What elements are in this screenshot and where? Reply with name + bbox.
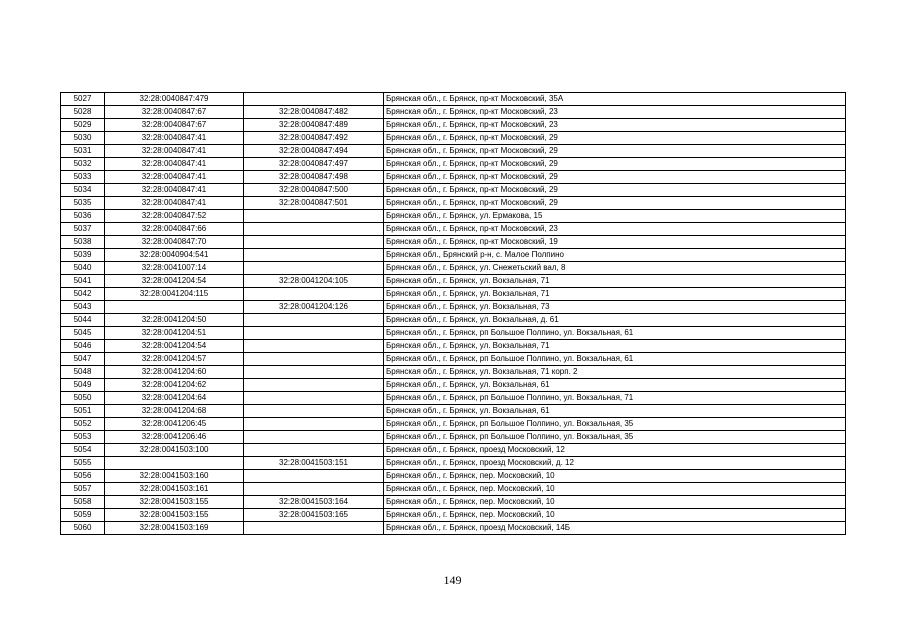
cadastral-number-cell: 32:28:0041204:60 [105, 366, 244, 379]
premises-number-cell: 32:28:0041503:165 [244, 509, 384, 522]
premises-number-cell [244, 392, 384, 405]
premises-number-cell: 32:28:0040847:498 [244, 171, 384, 184]
row-number-cell: 5041 [61, 275, 105, 288]
table-row [61, 132, 846, 145]
table-row [61, 223, 846, 236]
address-cell: Брянская обл., г. Брянск, пр-кт Московский, 35А [384, 93, 846, 106]
row-number-cell: 5051 [61, 405, 105, 418]
address-cell: Брянская обл., г. Брянск, ул. Вокзальная, 61 [384, 379, 846, 392]
row-number-cell: 5036 [61, 210, 105, 223]
premises-number-cell [244, 379, 384, 392]
row-number-cell: 5047 [61, 353, 105, 366]
table-row [61, 340, 846, 353]
row-number-cell: 5040 [61, 262, 105, 275]
row-number-cell: 5048 [61, 366, 105, 379]
cadastral-number-cell: 32:28:0040847:479 [105, 93, 244, 106]
premises-number-cell: 32:28:0040847:501 [244, 197, 384, 210]
address-cell: Брянская обл., г. Брянск, проезд Московский, 14Б [384, 522, 846, 535]
row-number-cell: 5042 [61, 288, 105, 301]
table-row [61, 210, 846, 223]
premises-number-cell: 32:28:0040847:492 [244, 132, 384, 145]
premises-number-cell [244, 470, 384, 483]
row-number-cell: 5044 [61, 314, 105, 327]
cadastral-number-cell: 32:28:0041503:155 [105, 509, 244, 522]
cadastral-number-cell: 32:28:0040847:41 [105, 184, 244, 197]
cadastral-number-cell: 32:28:0041204:51 [105, 327, 244, 340]
address-cell: Брянская обл., г. Брянск, пр-кт Московский, 23 [384, 119, 846, 132]
premises-number-cell [244, 93, 384, 106]
cadastral-number-cell: 32:28:0041204:50 [105, 314, 244, 327]
cadastral-number-cell: 32:28:0041204:54 [105, 275, 244, 288]
premises-number-cell [244, 366, 384, 379]
premises-number-cell [244, 210, 384, 223]
address-cell: Брянская обл., г. Брянск, пр-кт Московский, 29 [384, 145, 846, 158]
row-number-cell: 5027 [61, 93, 105, 106]
row-number-cell: 5049 [61, 379, 105, 392]
cadastral-number-cell: 32:28:0040847:41 [105, 132, 244, 145]
table-row [61, 379, 846, 392]
cadastral-number-cell: 32:28:0041204:57 [105, 353, 244, 366]
cadastral-number-cell: 32:28:0041204:54 [105, 340, 244, 353]
address-cell: Брянская обл., г. Брянск, ул. Вокзальная, 61 [384, 405, 846, 418]
premises-number-cell [244, 262, 384, 275]
address-cell: Брянская обл., г. Брянск, ул. Ермакова, 15 [384, 210, 846, 223]
table-row [61, 197, 846, 210]
address-cell: Брянская обл., г. Брянск, пр-кт Московский, 29 [384, 171, 846, 184]
table-row [61, 145, 846, 158]
row-number-cell: 5054 [61, 444, 105, 457]
row-number-cell: 5033 [61, 171, 105, 184]
address-cell: Брянская обл., г. Брянск, ул. Вокзальная, 71 [384, 340, 846, 353]
table-row [61, 106, 846, 119]
premises-number-cell: 32:28:0040847:482 [244, 106, 384, 119]
row-number-cell: 5045 [61, 327, 105, 340]
cadastral-number-cell: 32:28:0040847:67 [105, 106, 244, 119]
cadastral-number-cell: 32:28:0041204:68 [105, 405, 244, 418]
table-row [61, 431, 846, 444]
premises-number-cell: 32:28:0041503:164 [244, 496, 384, 509]
address-cell: Брянская обл., г. Брянск, пр-кт Московский, 29 [384, 158, 846, 171]
address-cell: Брянская обл., г. Брянск, пр-кт Московский, 29 [384, 197, 846, 210]
table-row [61, 457, 846, 470]
table-row [61, 483, 846, 496]
table-row [61, 496, 846, 509]
address-cell: Брянская обл., г. Брянск, рп Большое Полпино, ул. Вокзальная, 35 [384, 431, 846, 444]
row-number-cell: 5056 [61, 470, 105, 483]
row-number-cell: 5055 [61, 457, 105, 470]
address-cell: Брянская обл., г. Брянск, пер. Московский, 10 [384, 470, 846, 483]
cadastral-number-cell: 32:28:0041503:100 [105, 444, 244, 457]
table-row [61, 262, 846, 275]
address-cell: Брянская обл., г. Брянск, ул. Вокзальная, д. 61 [384, 314, 846, 327]
registry-table-body [61, 93, 846, 535]
premises-number-cell: 32:28:0041204:126 [244, 301, 384, 314]
premises-number-cell: 32:28:0040847:489 [244, 119, 384, 132]
premises-number-cell [244, 236, 384, 249]
table-row [61, 171, 846, 184]
table-row [61, 405, 846, 418]
premises-number-cell [244, 288, 384, 301]
table-row [61, 158, 846, 171]
cadastral-number-cell [105, 301, 244, 314]
premises-number-cell [244, 522, 384, 535]
row-number-cell: 5057 [61, 483, 105, 496]
address-cell: Брянская обл., г. Брянск, пр-кт Московский, 19 [384, 236, 846, 249]
row-number-cell: 5059 [61, 509, 105, 522]
premises-number-cell [244, 353, 384, 366]
cadastral-number-cell: 32:28:0041503:169 [105, 522, 244, 535]
row-number-cell: 5037 [61, 223, 105, 236]
table-row [61, 392, 846, 405]
address-cell: Брянская обл., г. Брянск, ул. Вокзальная, 71 [384, 288, 846, 301]
address-cell: Брянская обл., г. Брянск, ул. Вокзальная, 71 [384, 275, 846, 288]
table-row [61, 327, 846, 340]
row-number-cell: 5034 [61, 184, 105, 197]
address-cell: Брянская обл., г. Брянск, пр-кт Московский, 23 [384, 223, 846, 236]
premises-number-cell: 32:28:0041503:151 [244, 457, 384, 470]
table-row [61, 314, 846, 327]
address-cell: Брянская обл., г. Брянск, пр-кт Московский, 29 [384, 184, 846, 197]
address-cell: Брянская обл., г. Брянск, проезд Московский, д. 12 [384, 457, 846, 470]
cadastral-number-cell: 32:28:0040847:41 [105, 197, 244, 210]
row-number-cell: 5050 [61, 392, 105, 405]
cadastral-number-cell: 32:28:0040847:41 [105, 171, 244, 184]
premises-number-cell [244, 483, 384, 496]
cadastral-number-cell: 32:28:0040904:541 [105, 249, 244, 262]
row-number-cell: 5039 [61, 249, 105, 262]
table-row [61, 509, 846, 522]
address-cell: Брянская обл., г. Брянск, пер. Московский, 10 [384, 509, 846, 522]
registry-table [60, 92, 846, 535]
row-number-cell: 5029 [61, 119, 105, 132]
row-number-cell: 5043 [61, 301, 105, 314]
address-cell: Брянская обл., г. Брянск, пр-кт Московский, 23 [384, 106, 846, 119]
cadastral-number-cell: 32:28:0040847:52 [105, 210, 244, 223]
cadastral-number-cell: 32:28:0040847:70 [105, 236, 244, 249]
address-cell: Брянская обл., г. Брянск, ул. Снежетьский вал, 8 [384, 262, 846, 275]
row-number-cell: 5030 [61, 132, 105, 145]
row-number-cell: 5032 [61, 158, 105, 171]
row-number-cell: 5058 [61, 496, 105, 509]
table-row [61, 236, 846, 249]
premises-number-cell [244, 405, 384, 418]
table-row [61, 275, 846, 288]
address-cell: Брянская обл., г. Брянск, рп Большое Полпино, ул. Вокзальная, 61 [384, 327, 846, 340]
row-number-cell: 5046 [61, 340, 105, 353]
address-cell: Брянская обл., г. Брянск, ул. Вокзальная, 71 корп. 2 [384, 366, 846, 379]
premises-number-cell [244, 444, 384, 457]
premises-number-cell: 32:28:0040847:497 [244, 158, 384, 171]
cadastral-number-cell: 32:28:0041503:160 [105, 470, 244, 483]
address-cell: Брянская обл., г. Брянск, проезд Московский, 12 [384, 444, 846, 457]
table-row [61, 418, 846, 431]
row-number-cell: 5031 [61, 145, 105, 158]
cadastral-number-cell: 32:28:0041206:45 [105, 418, 244, 431]
premises-number-cell [244, 418, 384, 431]
cadastral-number-cell: 32:28:0041204:62 [105, 379, 244, 392]
table-row [61, 353, 846, 366]
table-row [61, 444, 846, 457]
cadastral-number-cell [105, 457, 244, 470]
table-row [61, 119, 846, 132]
cadastral-number-cell: 32:28:0040847:66 [105, 223, 244, 236]
table-row [61, 522, 846, 535]
address-cell: Брянская обл., г. Брянск, рп Большое Полпино, ул. Вокзальная, 35 [384, 418, 846, 431]
table-row [61, 184, 846, 197]
cadastral-number-cell: 32:28:0040847:41 [105, 145, 244, 158]
address-cell: Брянская обл., Брянский р-н, с. Малое Полпино [384, 249, 846, 262]
premises-number-cell [244, 249, 384, 262]
table-row [61, 366, 846, 379]
row-number-cell: 5060 [61, 522, 105, 535]
cadastral-number-cell: 32:28:0041204:115 [105, 288, 244, 301]
premises-number-cell [244, 223, 384, 236]
cadastral-number-cell: 32:28:0041503:161 [105, 483, 244, 496]
premises-number-cell [244, 327, 384, 340]
table-row [61, 470, 846, 483]
address-cell: Брянская обл., г. Брянск, пер. Московский, 10 [384, 483, 846, 496]
premises-number-cell: 32:28:0040847:500 [244, 184, 384, 197]
premises-number-cell [244, 340, 384, 353]
address-cell: Брянская обл., г. Брянск, рп Большое Полпино, ул. Вокзальная, 71 [384, 392, 846, 405]
premises-number-cell [244, 431, 384, 444]
row-number-cell: 5028 [61, 106, 105, 119]
row-number-cell: 5052 [61, 418, 105, 431]
cadastral-number-cell: 32:28:0041206:46 [105, 431, 244, 444]
cadastral-number-cell: 32:28:0041007:14 [105, 262, 244, 275]
page-number: 149 [443, 573, 462, 587]
table-row [61, 93, 846, 106]
row-number-cell: 5035 [61, 197, 105, 210]
table-row [61, 301, 846, 314]
premises-number-cell: 32:28:0040847:494 [244, 145, 384, 158]
cadastral-number-cell: 32:28:0040847:41 [105, 158, 244, 171]
cadastral-number-cell: 32:28:0041204:64 [105, 392, 244, 405]
cadastral-number-cell: 32:28:0040847:67 [105, 119, 244, 132]
address-cell: Брянская обл., г. Брянск, рп Большое Полпино, ул. Вокзальная, 61 [384, 353, 846, 366]
row-number-cell: 5038 [61, 236, 105, 249]
cadastral-number-cell: 32:28:0041503:155 [105, 496, 244, 509]
address-cell: Брянская обл., г. Брянск, пер. Московский, 10 [384, 496, 846, 509]
address-cell: Брянская обл., г. Брянск, ул. Вокзальная, 73 [384, 301, 846, 314]
address-cell: Брянская обл., г. Брянск, пр-кт Московский, 29 [384, 132, 846, 145]
premises-number-cell [244, 314, 384, 327]
row-number-cell: 5053 [61, 431, 105, 444]
premises-number-cell: 32:28:0041204:105 [244, 275, 384, 288]
table-row [61, 249, 846, 262]
table-row [61, 288, 846, 301]
